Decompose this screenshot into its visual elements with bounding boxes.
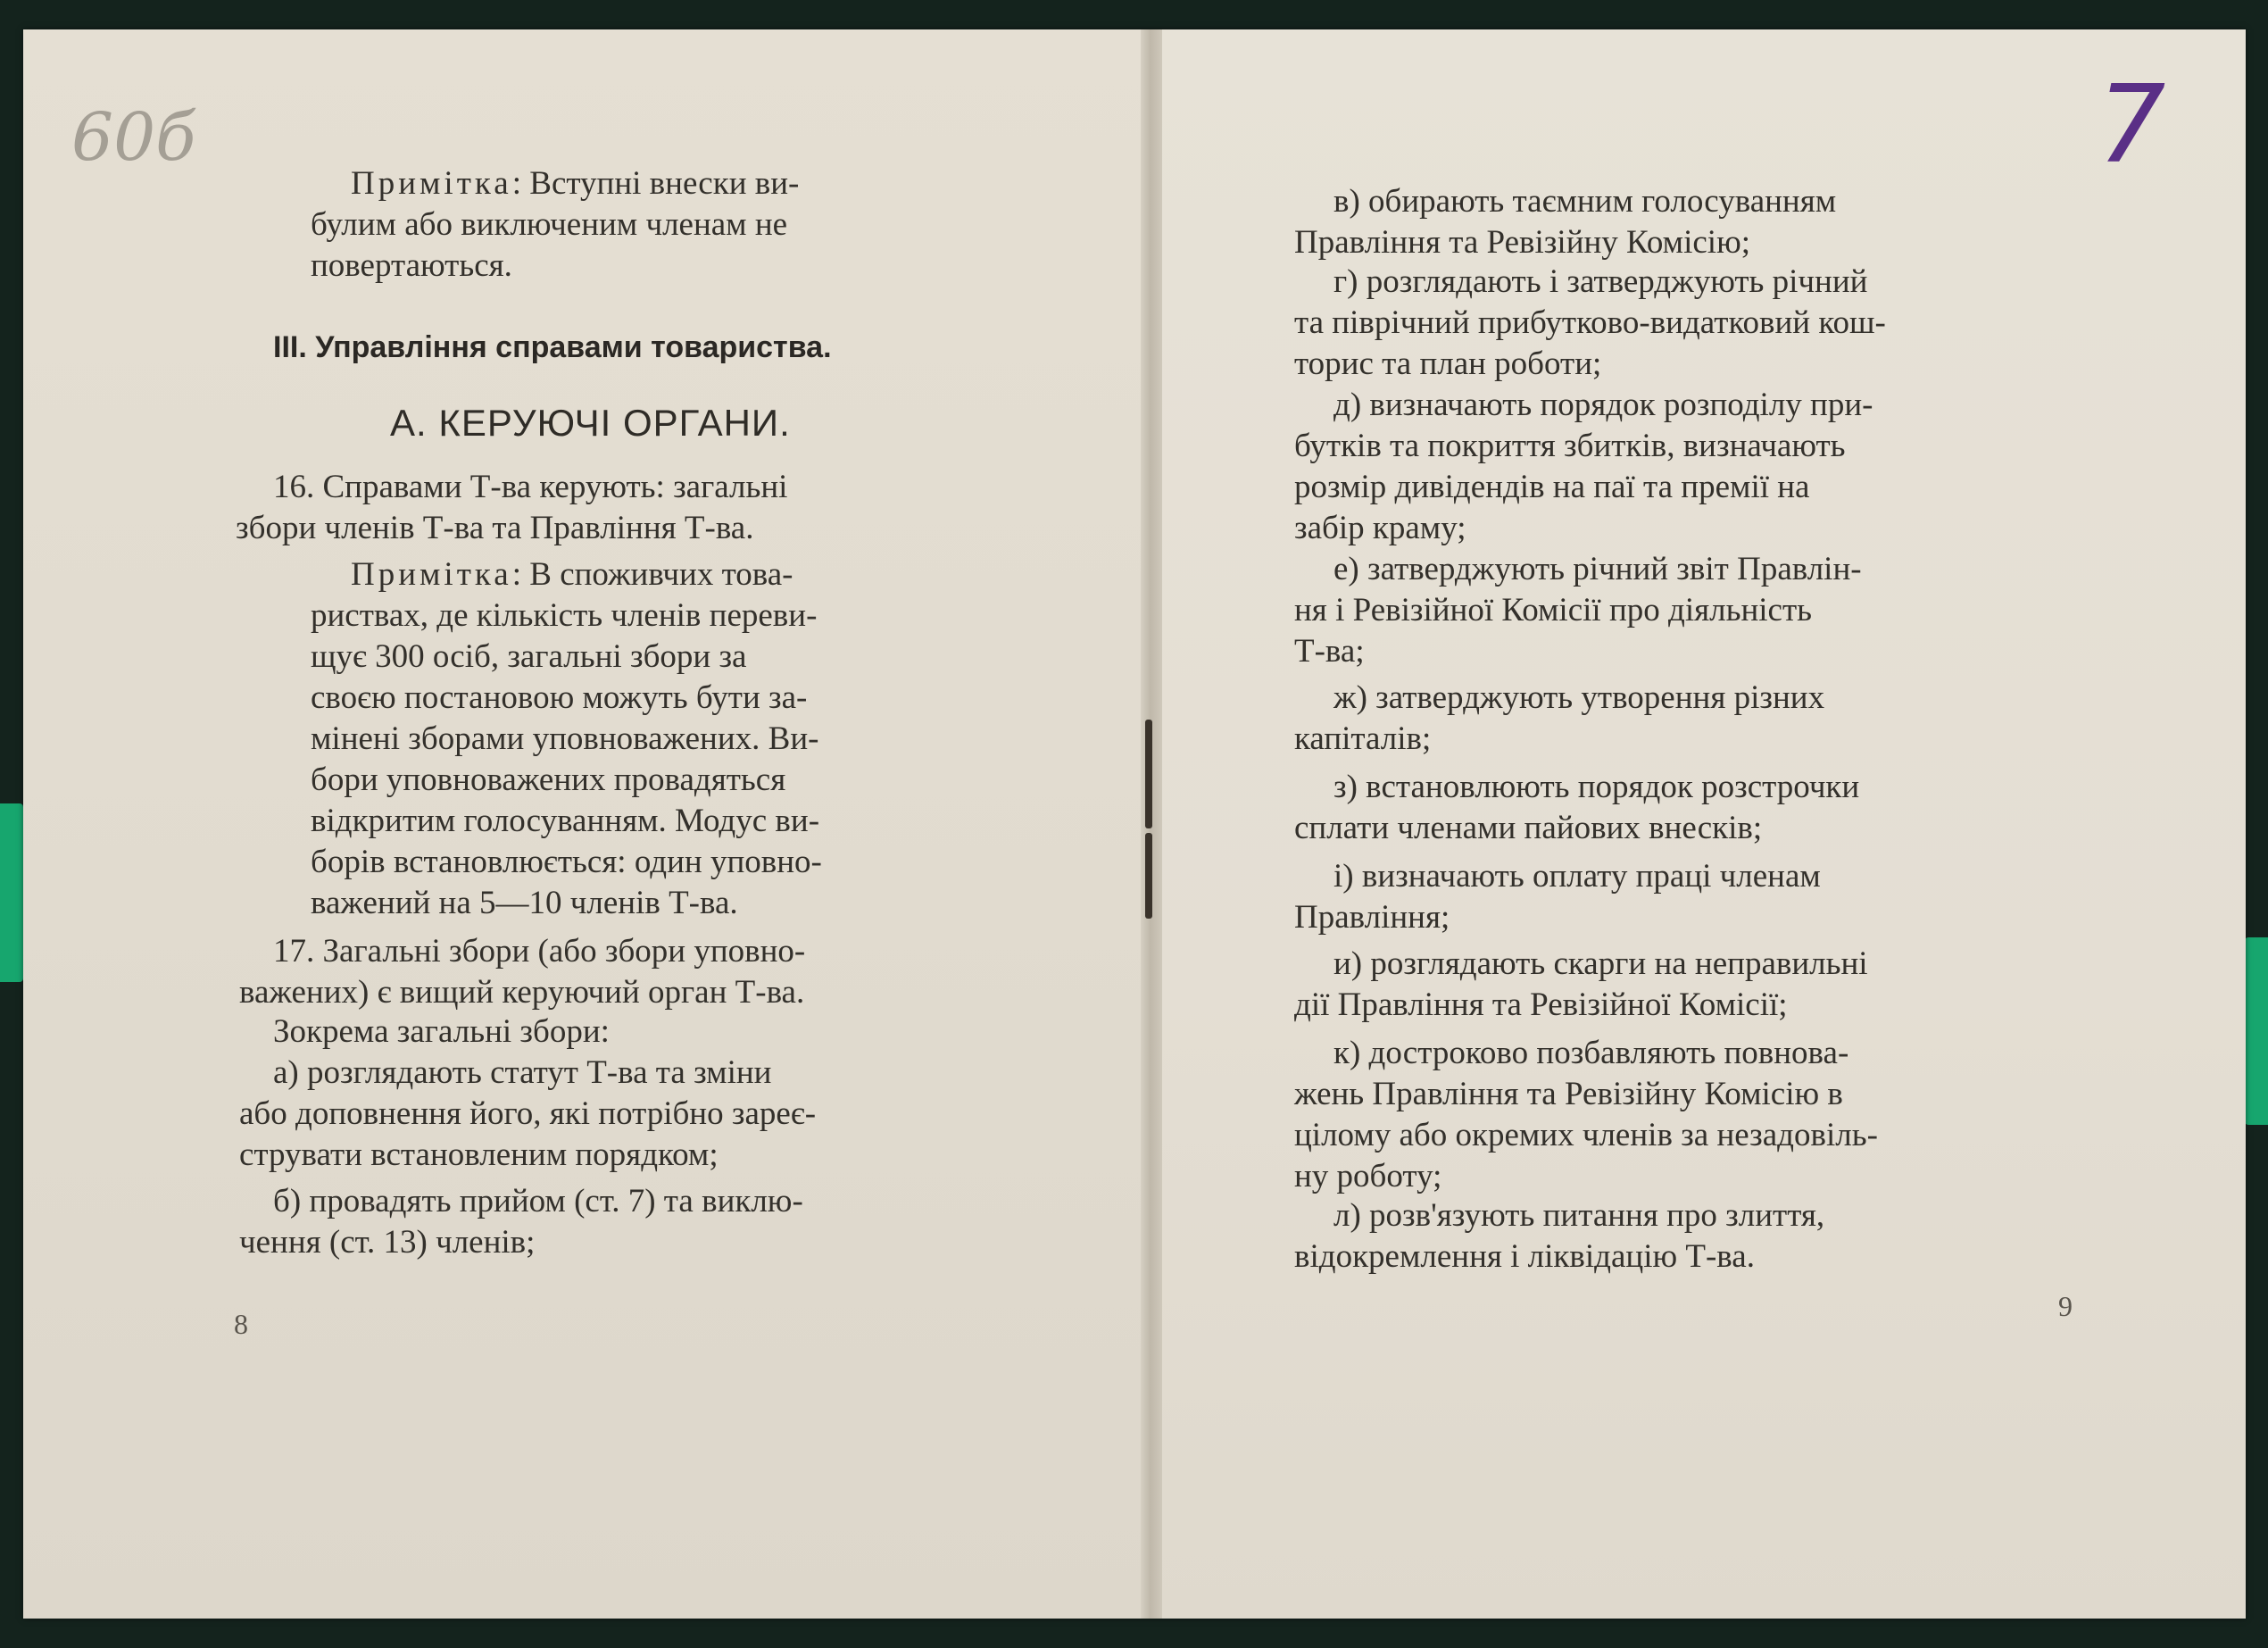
note-2-line-9: важений на 5—10 членів Т-ва. — [311, 885, 738, 921]
note-1-line-2: булим або виключеним членам не — [311, 206, 788, 243]
note-2-line-7: відкритим голосуванням. Модус ви- — [311, 803, 820, 839]
staple-bottom — [1145, 833, 1152, 919]
item-a-line-3: струвати встановленим порядком; — [239, 1136, 719, 1173]
item-i-line-1: і) визначають оплату праці членам — [1333, 858, 1821, 895]
page-number-left: 8 — [234, 1308, 248, 1340]
item-i-line-2: Правління; — [1294, 899, 1450, 936]
item-k-line-3: цілому або окремих членів за незадовіль- — [1294, 1117, 1878, 1153]
item-e-line-1: е) затверджують річний звіт Правлін- — [1333, 551, 1862, 587]
book-spread — [23, 29, 2246, 1619]
item-b-line-2: чення (ст. 13) членів; — [239, 1224, 536, 1261]
paragraph-17-line-2: важених) є вищий керуючий орган Т-ва. — [239, 974, 805, 1011]
green-tab-left — [0, 803, 23, 982]
item-b-line-1: б) провадять прийом (ст. 7) та виклю- — [273, 1183, 803, 1219]
item-d-line-2: бутків та покриття збитків, визначають — [1294, 428, 1846, 464]
item-e-line-3: Т-ва; — [1294, 633, 1365, 670]
page-number-right: 9 — [2058, 1290, 2073, 1322]
item-d-line-4: забір краму; — [1294, 510, 1466, 546]
paragraph-16-line-1: 16. Справами Т-ва керують: загальні — [273, 469, 788, 505]
item-a-line-1: а) розглядають статут Т-ва та зміни — [273, 1054, 772, 1091]
section-heading: III. Управління справами товариства. — [273, 330, 832, 364]
item-k-line-2: жень Правління та Ревізійну Комісію в — [1294, 1076, 1843, 1112]
paragraph-17-line-3: Зокрема загальні збори: — [273, 1013, 610, 1050]
item-k-line-4: ну роботу; — [1294, 1158, 1442, 1194]
item-g-line-2: та піврічний прибутково-видатковий кош- — [1294, 304, 1886, 341]
item-l-line-2: відокремлення і ліквідацію Т-ва. — [1294, 1238, 1755, 1275]
item-z-line-1: з) встановлюють порядок розстрочки — [1333, 769, 1860, 805]
note-2-line-3: щує 300 осіб, загальні збори за — [311, 638, 747, 675]
item-d-line-1: д) визначають порядок розподілу при- — [1333, 387, 1873, 423]
green-tab-right — [2245, 937, 2268, 1125]
handwritten-ink-number — [2092, 65, 2199, 190]
item-zh-line-2: капіталів; — [1294, 720, 1432, 757]
note-2-line-5: мінені зборами уповноважених. Ви- — [311, 720, 819, 757]
note-2-line-6: бори уповноважених провадяться — [311, 762, 786, 798]
paragraph-17-line-1: 17. Загальні збори (або збори уповно- — [273, 933, 806, 970]
staple-top — [1145, 720, 1152, 828]
item-zh-line-1: ж) затверджують утворення різних — [1333, 679, 1825, 716]
svg-text:7: 7 — [2098, 65, 2166, 187]
paragraph-16-line-2: збори членів Т-ва та Правління Т-ва. — [236, 510, 754, 546]
item-y-line-2: дії Правління та Ревізійної Комісії; — [1294, 986, 1788, 1023]
note-2-line-2: риствах, де кількість членів переви- — [311, 597, 818, 634]
item-a-line-2: або доповнення його, які потрібно зареє- — [239, 1095, 817, 1132]
item-k-line-1: к) достроково позбавляють повнова- — [1333, 1035, 1849, 1071]
note-1-line-1: Примітка: Вступні внески ви- — [351, 165, 800, 202]
subsection-heading: А. КЕРУЮЧІ ОРГАНИ. — [390, 402, 791, 444]
item-z-line-2: сплати членами пайових внесків; — [1294, 810, 1763, 846]
item-d-line-3: розмір дивідендів на паї та премії на — [1294, 469, 1810, 505]
note-2-line-1: Примітка: В споживчих това- — [351, 556, 793, 593]
handwritten-pencil-note — [71, 90, 205, 188]
note-2-line-4: своєю постановою можуть бути за- — [311, 679, 808, 716]
item-e-line-2: ня і Ревізійної Комісії про діяльність — [1294, 592, 1813, 628]
item-g-line-3: торис та план роботи; — [1294, 345, 1602, 382]
item-y-line-1: и) розглядають скарги на неправильні — [1333, 945, 1868, 982]
item-g-line-1: г) розглядають і затверджують річний — [1333, 263, 1868, 300]
svg-text:60б: 60б — [71, 99, 196, 176]
item-v-line-1: в) обирають таємним голосуванням — [1333, 183, 1837, 220]
item-l-line-1: л) розв'язують питання про злиття, — [1333, 1197, 1825, 1234]
note-2-line-8: борів встановлюється: один уповно- — [311, 844, 822, 880]
note-1-line-3: повертаються. — [311, 247, 512, 284]
item-v-line-2: Правління та Ревізійну Комісію; — [1294, 224, 1750, 261]
